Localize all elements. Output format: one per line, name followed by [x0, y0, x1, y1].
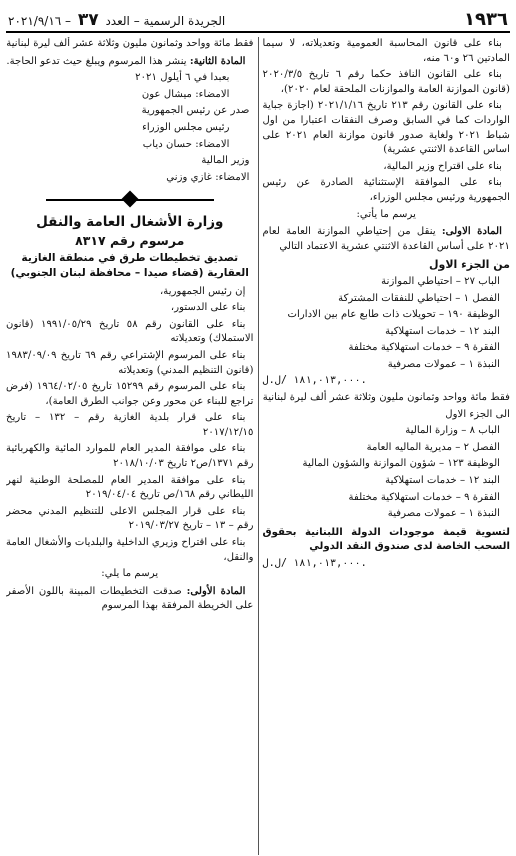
issue-date: – ٢٠٢١/٩/١٦ [8, 14, 72, 28]
minister-title: وزير المالية [201, 155, 250, 167]
amount-in-words: فقط مائة وواحد وثمانون مليون وثلاثة عشر ألف ليرة لبنانية [262, 392, 510, 404]
intro-paragraph: بناء على قرار بلدية الغازية رقم – ١٣٢ – تاريخ ٢٠١٧/١٢/١٥ [6, 412, 254, 438]
from-section-title: من الجزء الاول [428, 258, 510, 272]
intro-paragraph: بناء على قانون المحاسبة العمومية وتعديلاته، لا سيما المادتين ٢٦ و٦٠ منه، [262, 38, 510, 64]
intro-paragraph: بناء على القانون رقم ٢١٣ تاريخ ٢٠٢١/١/١٦ (اجازة جباية الواردات كما في السابق وصرف النفقات اعتبارا من اول شباط ٢٠٢١ ولغاية صدور قانون موازنة العام ٢٠٢١ على اساس القاعدة الاثنتي عشرية) [262, 100, 510, 156]
article-two [6, 54, 254, 70]
budget-line: الفصل ١ – احتياطي للنفقات المشتركة [338, 292, 500, 304]
budget-line: الوظيفة ١٩٠ – تحويلات ذات طابع عام بين الادارات [287, 309, 500, 321]
issued-by: صدر عن رئيس الجمهورية [141, 105, 250, 117]
running-header [8, 11, 225, 30]
article-text: ينشر هذا المرسوم ويبلغ حيث تدعو الحاجة. [6, 55, 187, 67]
intro-paragraph: بناء على القانون رقم ٥٨ تاريخ ١٩٩١/٠٥/٢٩ (قانون الاستملاك) وتعديلاته [6, 318, 254, 345]
section-divider [6, 189, 254, 211]
signing-date: بعبدا في ٦ أيلول ٢٠٢١ [135, 72, 230, 84]
article-one [263, 224, 511, 254]
page-number: ١٩٣٦ [464, 9, 508, 30]
intro-paragraph: بناء على اقتراح وزيري الداخلية والبلديات والأشغال العامة والنقل، [6, 537, 254, 563]
budget-line: الباب ٨ – وزارة المالية [405, 425, 500, 437]
budget-line: النبذة ١ – عمولات مصرفية [387, 508, 500, 520]
closing-amount: ١٨١,٠١٣,٠٠٠ /ل.ل. [262, 558, 367, 569]
budget-line: البند ١٢ – خدمات استهلاكية [385, 475, 500, 487]
budget-line: الفصل ٢ – مديرية الماليه العامة [366, 441, 500, 453]
budget-line: النبذة ١ – عمولات مصرفية [387, 358, 500, 370]
minister-signature: الامضاء: غازي وزني [166, 171, 250, 183]
decree-title: تصديق تخطيطات طرق في منطقة الغازية العقارية (قضاء صيدا – محافظة لبنان الجنوبي) [10, 251, 249, 279]
intro-paragraph: بناء على المرسوم رقم ١٥٢٩٩ تاريخ ١٩٦٤/٠٢/٠٥ (فرض تراجع للبناء عن محور وعن جوانب الطرق العامة)، [6, 381, 254, 407]
president-line: إن رئيس الجمهورية، [160, 285, 246, 297]
amount-in-words: فقط مائة وواحد وثمانون مليون وثلاثة عشر ألف ليرة لبنانية [6, 38, 254, 49]
article-label: المادة الأولى: [186, 584, 246, 597]
president-signature: الامضاء: ميشال عون [141, 88, 230, 100]
intro-paragraph: بناء على المرسوم الإشتراعي رقم ٦٩ تاريخ ١٩٨٣/٠٩/٠٩ (قانون التنظيم المدني) وتعديلاته [6, 349, 254, 376]
article-label: المادة الاولى: [441, 225, 502, 238]
budget-line: الباب ٢٧ – احتياطي الموازنة [381, 275, 500, 287]
intro-paragraph: بناء على الموافقة الإستثنائية الصادرة عن رئيس الجمهورية ورئيس مجلس الوزراء، [262, 177, 510, 203]
intro-paragraph: بناء على اقتراح وزير المالية، [383, 160, 502, 172]
page-header [6, 6, 510, 33]
intro-paragraph: بناء على موافقة المدير العام للموارد المائية والكهربائية رقم ١٣٧١/ص٢ تاريخ ٢٠١٨/١٠/٠٣ [6, 443, 254, 470]
decrees-line: يرسم ما يأتي: [356, 208, 416, 220]
intro-paragraph: بناء على الدستور، [170, 302, 246, 314]
issue-number: ٣٧ [77, 10, 99, 30]
prime-minister-signature: الامضاء: حسان دياب [142, 138, 230, 150]
gazette-name: الجريدة الرسمية – العدد [105, 14, 226, 28]
text-columns [6, 37, 510, 855]
article-one [6, 584, 254, 614]
budget-line: البند ١٢ – خدمات استهلاكية [385, 325, 500, 337]
right-column [259, 37, 511, 855]
decree-number: مرسوم رقم ٨٣١٧ [75, 232, 185, 248]
prime-minister-title: رئيس مجلس الوزراء [142, 121, 230, 133]
closing-statement: لتسوية قيمة موجودات الدولة اللبنانية بحقوق السحب الخاصة لدى صندوق النقد الدولي [262, 526, 510, 553]
article-text: ينقل من إحتياطي الموازنة العامة لعام ٢٠٢١ على أساس القاعدة الاثنتي عشرية الاعتماد التالي [262, 226, 510, 252]
article-label: المادة الثانية: [189, 54, 246, 67]
budget-line: الفقرة ٩ – خدمات استهلاكية مختلفة [348, 491, 500, 503]
budget-line: الوظيفة ١٢٣ – شؤون الموازنة والشؤون المالية [302, 458, 500, 470]
article-text: صدقت التخطيطات المبينة باللون الأصفر على الخريطة المرفقة بهذا المرسوم [6, 585, 254, 612]
budget-line: الفقرة ٩ – خدمات استهلاكية مختلفة [348, 342, 500, 354]
transfer-amount: ١٨١,٠١٣,٠٠٠ /ل.ل. [262, 375, 367, 387]
divider-diamond-icon [121, 191, 138, 208]
intro-paragraph: بناء على قرار المجلس الاعلى للتنظيم المدني محضر رقم – ١٣ – تاريخ ٢٠١٩/٠٣/٢٧ [6, 505, 254, 532]
intro-paragraph: بناء على موافقة المدير العام للمصلحة الوطنية لنهر الليطاني رقم ١٦٨/ص تاريخ ٢٠١٩/٠٤/٠٤ [6, 474, 254, 501]
ministry-title: وزارة الأشغال العامة والنقل [36, 214, 224, 231]
to-section-title: الى الجزء الاول [445, 408, 510, 420]
decrees-line: يرسم ما يلي: [101, 568, 159, 580]
intro-paragraph: بناء على القانون النافذ حكما رقم ٦ تاريخ ٢٠٢٠/٣/٥ (قانون الموازنة العامة والموازنات الملحقة لعام ٢٠٢٠)، [262, 69, 510, 95]
left-column [6, 37, 259, 855]
